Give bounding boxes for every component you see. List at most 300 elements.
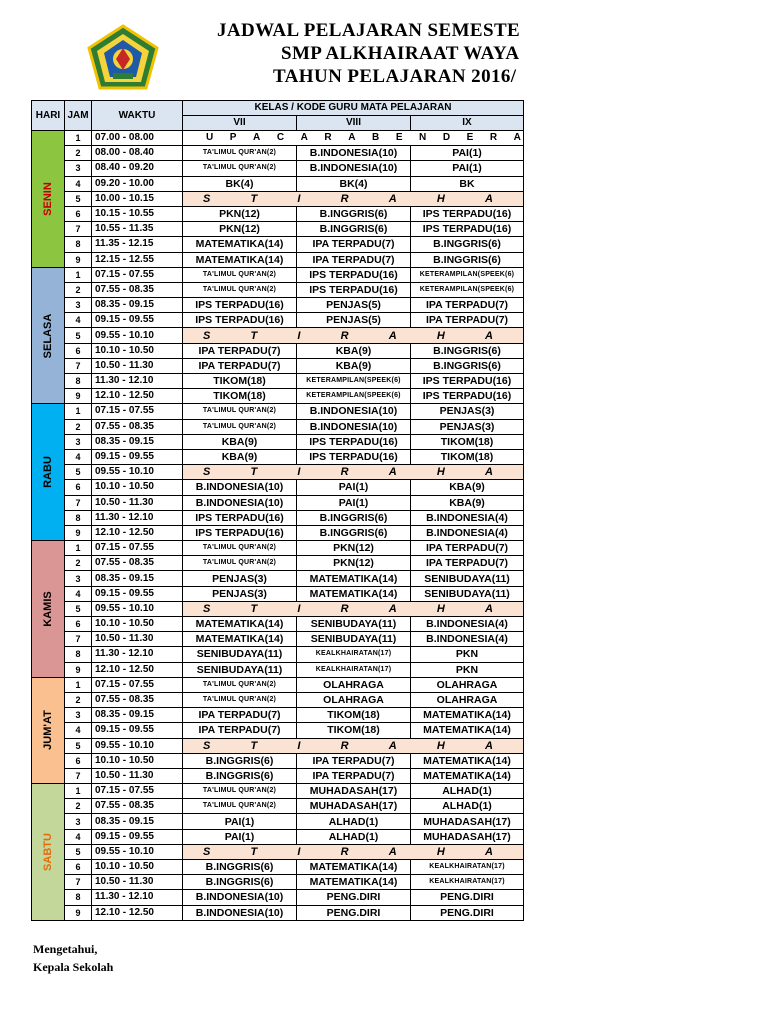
period-number: 5 (65, 191, 92, 206)
subject-cell: B.INGGRIS(6) (183, 753, 297, 768)
table-row (32, 176, 524, 191)
table-row (32, 525, 524, 540)
day-label: SELASA (42, 313, 54, 358)
break-banner (183, 465, 524, 480)
time-range: 10.50 - 11.30 (92, 632, 183, 647)
period-number: 9 (65, 525, 92, 540)
banner-letter: A (513, 132, 521, 144)
table-row (32, 601, 524, 616)
period-number: 5 (65, 328, 92, 343)
subject-cell: MATEMATIKA(14) (183, 617, 297, 632)
subject-cell: PAI(1) (411, 146, 524, 161)
subject-cell: IPA TERPADU(7) (297, 768, 411, 783)
banner-letter: R (340, 192, 349, 205)
subject-cell: TIKOM(18) (297, 708, 411, 723)
subject-cell: IPA TERPADU(7) (297, 252, 411, 267)
subject-cell: TA'LIMUL QUR'AN(2) (183, 282, 297, 297)
break-banner (183, 601, 524, 616)
subject-cell: MATEMATIKA(14) (411, 768, 524, 783)
banner-letter: R (340, 329, 349, 342)
subject-cell: IPS TERPADU(16) (411, 374, 524, 389)
time-range: 10.15 - 10.55 (92, 206, 183, 221)
period-number: 5 (65, 601, 92, 616)
banner-letter: P (229, 132, 237, 144)
day-cell (32, 267, 65, 404)
time-range: 12.10 - 12.50 (92, 525, 183, 540)
subject-cell: TA'LIMUL QUR'AN(2) (183, 161, 297, 176)
period-number: 7 (65, 875, 92, 890)
break-letters (183, 192, 523, 206)
subject-cell: PENG.DIRI (411, 890, 524, 905)
subject-cell: PENG.DIRI (297, 905, 411, 920)
table-row (32, 389, 524, 404)
time-range: 09.15 - 09.55 (92, 829, 183, 844)
table-row (32, 358, 524, 373)
banner-letter: E (466, 132, 474, 144)
banner-letter: H (436, 466, 445, 479)
table-row (32, 267, 524, 282)
footer-kepala-sekolah: Kepala Sekolah (33, 960, 114, 974)
subject-cell: MUHADASAH(17) (297, 784, 411, 799)
ceremony-letters (183, 131, 523, 145)
subject-cell: KETERAMPILAN(SPEEK(6) (411, 282, 524, 297)
banner-letter: S (203, 192, 211, 205)
period-number: 8 (65, 374, 92, 389)
subject-cell: IPS TERPADU(16) (411, 206, 524, 221)
subject-cell: B.INDONESIA(10) (297, 161, 411, 176)
day-cell (32, 541, 65, 678)
subject-cell: SENIBUDAYA(11) (411, 586, 524, 601)
banner-letter: B (372, 132, 380, 144)
table-row (32, 374, 524, 389)
period-number: 4 (65, 829, 92, 844)
break-letters (183, 465, 523, 479)
banner-letter: N (419, 132, 427, 144)
banner-letter: D (442, 132, 451, 144)
period-number: 1 (65, 404, 92, 419)
time-range: 10.10 - 10.50 (92, 753, 183, 768)
header-class-viii: VIII (297, 116, 411, 131)
time-range: 09.15 - 09.55 (92, 586, 183, 601)
subject-cell: ALHAD(1) (297, 829, 411, 844)
subject-cell: PENG.DIRI (297, 890, 411, 905)
table-row (32, 556, 524, 571)
subject-cell: MATEMATIKA(14) (297, 875, 411, 890)
subject-cell: B.INDONESIA(10) (297, 404, 411, 419)
banner-letter: A (388, 845, 397, 858)
time-range: 07.55 - 08.35 (92, 692, 183, 707)
banner-letter: H (436, 739, 445, 752)
period-number: 3 (65, 434, 92, 449)
break-letters (183, 739, 523, 753)
subject-cell: MATEMATIKA(14) (183, 252, 297, 267)
subject-cell: KEALKHAIRATAN(17) (411, 860, 524, 875)
table-row (32, 434, 524, 449)
table-row (32, 343, 524, 358)
subject-cell: IPA TERPADU(7) (411, 298, 524, 313)
time-range: 10.10 - 10.50 (92, 860, 183, 875)
table-row (32, 814, 524, 829)
banner-letter: I (297, 192, 301, 205)
table-row (32, 495, 524, 510)
banner-letter: A (485, 466, 493, 479)
table-row (32, 404, 524, 419)
banner-letter: A (300, 132, 308, 144)
banner-letter: S (203, 845, 211, 858)
subject-cell: BK(4) (183, 176, 297, 191)
table-row (32, 131, 524, 146)
banner-letter: E (395, 132, 403, 144)
period-number: 6 (65, 753, 92, 768)
time-range: 10.10 - 10.50 (92, 617, 183, 632)
time-range: 09.55 - 10.10 (92, 738, 183, 753)
time-range: 08.35 - 09.15 (92, 708, 183, 723)
subject-cell: KBA(9) (183, 434, 297, 449)
table-row (32, 708, 524, 723)
subject-cell: B.INGGRIS(6) (183, 860, 297, 875)
table-row (32, 586, 524, 601)
day-cell (32, 784, 65, 921)
period-number: 9 (65, 389, 92, 404)
subject-cell: PENG.DIRI (411, 905, 524, 920)
banner-letter: H (436, 329, 445, 342)
subject-cell: BK(4) (297, 176, 411, 191)
subject-cell: B.INGGRIS(6) (411, 343, 524, 358)
table-row (32, 206, 524, 221)
subject-cell: KBA(9) (297, 343, 411, 358)
table-row (32, 328, 524, 343)
period-number: 1 (65, 267, 92, 282)
period-number: 1 (65, 131, 92, 146)
subject-cell: PAI(1) (183, 829, 297, 844)
banner-letter: R (340, 739, 349, 752)
header-waktu: WAKTU (92, 101, 183, 131)
period-number: 5 (65, 465, 92, 480)
subject-cell: PKN(12) (297, 541, 411, 556)
table-row (32, 738, 524, 753)
period-number: 4 (65, 586, 92, 601)
period-number: 6 (65, 860, 92, 875)
subject-cell: PAI(1) (411, 161, 524, 176)
time-range: 09.15 - 09.55 (92, 449, 183, 464)
table-row (32, 313, 524, 328)
subject-cell: TIKOM(18) (183, 389, 297, 404)
time-range: 09.15 - 09.55 (92, 723, 183, 738)
period-number: 5 (65, 738, 92, 753)
period-number: 2 (65, 692, 92, 707)
time-range: 07.55 - 08.35 (92, 799, 183, 814)
period-number: 3 (65, 161, 92, 176)
period-number: 7 (65, 358, 92, 373)
subject-cell: TA'LIMUL QUR'AN(2) (183, 419, 297, 434)
banner-letter: A (485, 192, 493, 205)
day-label: JUM'AT (42, 710, 54, 751)
banner-letter: H (436, 845, 445, 858)
time-range: 11.30 - 12.10 (92, 374, 183, 389)
subject-cell: IPS TERPADU(16) (411, 389, 524, 404)
header-class-ix: IX (411, 116, 524, 131)
subject-cell: B.INGGRIS(6) (297, 525, 411, 540)
subject-cell: B.INGGRIS(6) (297, 206, 411, 221)
subject-cell: IPS TERPADU(16) (297, 267, 411, 282)
time-range: 08.35 - 09.15 (92, 298, 183, 313)
time-range: 12.10 - 12.50 (92, 389, 183, 404)
table-row (32, 146, 524, 161)
table-row (32, 222, 524, 237)
table-row (32, 860, 524, 875)
subject-cell: PENJAS(5) (297, 298, 411, 313)
header-kelas: KELAS / KODE GURU MATA PELAJARAN (183, 101, 524, 116)
table-row (32, 905, 524, 920)
banner-letter: S (203, 602, 211, 615)
subject-cell: PKN(12) (183, 206, 297, 221)
subject-cell: PKN (411, 662, 524, 677)
subject-cell: PAI(1) (297, 480, 411, 495)
day-label: KAMIS (42, 591, 54, 627)
subject-cell: IPA TERPADU(7) (297, 753, 411, 768)
banner-letter: R (489, 132, 498, 144)
subject-cell: SENIBUDAYA(11) (183, 647, 297, 662)
banner-letter: R (340, 466, 349, 479)
subject-cell: ALHAD(1) (297, 814, 411, 829)
subject-cell: PENJAS(3) (411, 419, 524, 434)
subject-cell: MATEMATIKA(14) (411, 708, 524, 723)
banner-letter: A (388, 739, 397, 752)
subject-cell: MATEMATIKA(14) (411, 723, 524, 738)
subject-cell: B.INGGRIS(6) (297, 222, 411, 237)
subject-cell: PENJAS(3) (411, 404, 524, 419)
time-range: 07.15 - 07.55 (92, 541, 183, 556)
banner-letter: A (388, 602, 397, 615)
subject-cell: IPA TERPADU(7) (183, 343, 297, 358)
banner-letter: C (276, 132, 285, 144)
banner-letter: U (206, 132, 214, 144)
table-row (32, 282, 524, 297)
table-row (32, 829, 524, 844)
subject-cell: MATEMATIKA(14) (297, 571, 411, 586)
table-row (32, 571, 524, 586)
subject-cell: IPS TERPADU(16) (297, 282, 411, 297)
period-number: 1 (65, 541, 92, 556)
period-number: 8 (65, 237, 92, 252)
subject-cell: B.INDONESIA(4) (411, 510, 524, 525)
subject-cell: OLAHRAGA (411, 692, 524, 707)
time-range: 09.20 - 10.00 (92, 176, 183, 191)
period-number: 8 (65, 510, 92, 525)
banner-letter: I (297, 739, 301, 752)
subject-cell: KBA(9) (411, 480, 524, 495)
subject-cell: MUHADASAH(17) (411, 829, 524, 844)
table-row (32, 768, 524, 783)
subject-cell: PKN (411, 647, 524, 662)
time-range: 10.10 - 10.50 (92, 480, 183, 495)
table-row (32, 784, 524, 799)
banner-letter: H (436, 602, 445, 615)
period-number: 8 (65, 647, 92, 662)
table-row (32, 632, 524, 647)
subject-cell: IPS TERPADU(16) (183, 525, 297, 540)
period-number: 7 (65, 632, 92, 647)
break-banner (183, 844, 524, 859)
subject-cell: IPA TERPADU(7) (411, 541, 524, 556)
subject-cell: B.INGGRIS(6) (411, 358, 524, 373)
subject-cell: TIKOM(18) (411, 434, 524, 449)
header-jam: JAM (65, 101, 92, 131)
subject-cell: B.INGGRIS(6) (411, 237, 524, 252)
title-line-3: TAHUN PELAJARAN 2016/ (273, 66, 517, 87)
schedule-table (31, 100, 524, 921)
subject-cell: TA'LIMUL QUR'AN(2) (183, 146, 297, 161)
break-banner (183, 328, 524, 343)
time-range: 07.15 - 07.55 (92, 404, 183, 419)
subject-cell: B.INDONESIA(10) (183, 480, 297, 495)
subject-cell: TA'LIMUL QUR'AN(2) (183, 404, 297, 419)
time-range: 09.55 - 10.10 (92, 601, 183, 616)
banner-letter: A (388, 329, 397, 342)
banner-letter: S (203, 466, 211, 479)
subject-cell: KETERAMPILAN(SPEEK(6) (297, 374, 411, 389)
subject-cell: KBA(9) (297, 358, 411, 373)
subject-cell: OLAHRAGA (297, 677, 411, 692)
table-row (32, 723, 524, 738)
period-number: 4 (65, 723, 92, 738)
banner-letter: A (253, 132, 261, 144)
period-number: 4 (65, 313, 92, 328)
subject-cell: OLAHRAGA (297, 692, 411, 707)
subject-cell: B.INGGRIS(6) (411, 252, 524, 267)
time-range: 07.15 - 07.55 (92, 267, 183, 282)
period-number: 5 (65, 844, 92, 859)
subject-cell: TIKOM(18) (183, 374, 297, 389)
period-number: 3 (65, 298, 92, 313)
subject-cell: KETERAMPILAN(SPEEK(6) (411, 267, 524, 282)
banner-letter: T (250, 845, 258, 858)
subject-cell: B.INDONESIA(10) (183, 905, 297, 920)
break-banner (183, 191, 524, 206)
subject-cell: MUHADASAH(17) (297, 799, 411, 814)
subject-cell: IPS TERPADU(16) (183, 298, 297, 313)
period-number: 1 (65, 784, 92, 799)
time-range: 09.55 - 10.10 (92, 328, 183, 343)
period-number: 2 (65, 419, 92, 434)
subject-cell: BK (411, 176, 524, 191)
period-number: 3 (65, 571, 92, 586)
day-label: SABTU (42, 832, 54, 871)
period-number: 6 (65, 206, 92, 221)
header-class-vii: VII (183, 116, 297, 131)
subject-cell: PENJAS(3) (183, 586, 297, 601)
ceremony-banner (183, 131, 524, 146)
banner-letter: I (297, 845, 301, 858)
table-row (32, 252, 524, 267)
period-number: 2 (65, 282, 92, 297)
banner-letter: T (250, 329, 258, 342)
subject-cell: MUHADASAH(17) (411, 814, 524, 829)
day-label: SENIN (42, 182, 54, 216)
time-range: 07.55 - 08.35 (92, 419, 183, 434)
table-row (32, 662, 524, 677)
subject-cell: IPA TERPADU(7) (297, 237, 411, 252)
subject-cell: IPA TERPADU(7) (411, 556, 524, 571)
time-range: 07.55 - 08.35 (92, 282, 183, 297)
subject-cell: TA'LIMUL QUR'AN(2) (183, 784, 297, 799)
period-number: 9 (65, 905, 92, 920)
time-range: 07.15 - 07.55 (92, 784, 183, 799)
banner-letter: A (485, 329, 493, 342)
period-number: 6 (65, 617, 92, 632)
banner-letter: A (485, 602, 493, 615)
period-number: 2 (65, 146, 92, 161)
period-number: 6 (65, 480, 92, 495)
time-range: 10.50 - 11.30 (92, 358, 183, 373)
banner-letter: T (250, 739, 258, 752)
day-cell (32, 677, 65, 783)
subject-cell: B.INDONESIA(10) (183, 495, 297, 510)
subject-cell: MATEMATIKA(14) (183, 632, 297, 647)
subject-cell: B.INDONESIA(4) (411, 617, 524, 632)
subject-cell: B.INGGRIS(6) (297, 510, 411, 525)
break-letters (183, 845, 523, 859)
table-row (32, 298, 524, 313)
banner-letter: S (203, 329, 211, 342)
subject-cell: PKN(12) (297, 556, 411, 571)
subject-cell: SENIBUDAYA(11) (411, 571, 524, 586)
time-range: 10.55 - 11.35 (92, 222, 183, 237)
table-row (32, 465, 524, 480)
time-range: 08.35 - 09.15 (92, 434, 183, 449)
subject-cell: OLAHRAGA (411, 677, 524, 692)
period-number: 7 (65, 495, 92, 510)
subject-cell: TA'LIMUL QUR'AN(2) (183, 799, 297, 814)
banner-letter: H (436, 192, 445, 205)
table-row (32, 419, 524, 434)
subject-cell: KBA(9) (183, 449, 297, 464)
subject-cell: IPA TERPADU(7) (183, 358, 297, 373)
period-number: 7 (65, 768, 92, 783)
subject-cell: MATEMATIKA(14) (297, 586, 411, 601)
banner-letter: I (297, 466, 301, 479)
time-range: 10.50 - 11.30 (92, 875, 183, 890)
period-number: 7 (65, 222, 92, 237)
banner-letter: T (250, 466, 258, 479)
subject-cell: KETERAMPILAN(SPEEK(6) (297, 389, 411, 404)
header-hari: HARI (32, 101, 65, 131)
subject-cell: B.INDONESIA(10) (297, 146, 411, 161)
period-number: 6 (65, 343, 92, 358)
subject-cell: TA'LIMUL QUR'AN(2) (183, 677, 297, 692)
school-logo (86, 24, 160, 92)
subject-cell: TIKOM(18) (411, 449, 524, 464)
banner-letter: A (348, 132, 356, 144)
banner-letter: A (388, 192, 397, 205)
banner-letter: R (324, 132, 332, 144)
subject-cell: TA'LIMUL QUR'AN(2) (183, 692, 297, 707)
subject-cell: B.INDONESIA(10) (183, 890, 297, 905)
time-range: 09.55 - 10.10 (92, 465, 183, 480)
subject-cell: B.INGGRIS(6) (183, 875, 297, 890)
subject-cell: KEALKHAIRATAN(17) (297, 647, 411, 662)
subject-cell: B.INGGRIS(6) (183, 768, 297, 783)
period-number: 9 (65, 252, 92, 267)
table-row (32, 890, 524, 905)
time-range: 08.00 - 08.40 (92, 146, 183, 161)
table-row (32, 237, 524, 252)
subject-cell: MATEMATIKA(14) (411, 753, 524, 768)
time-range: 11.30 - 12.10 (92, 510, 183, 525)
table-row (32, 753, 524, 768)
table-row (32, 541, 524, 556)
period-number: 9 (65, 662, 92, 677)
